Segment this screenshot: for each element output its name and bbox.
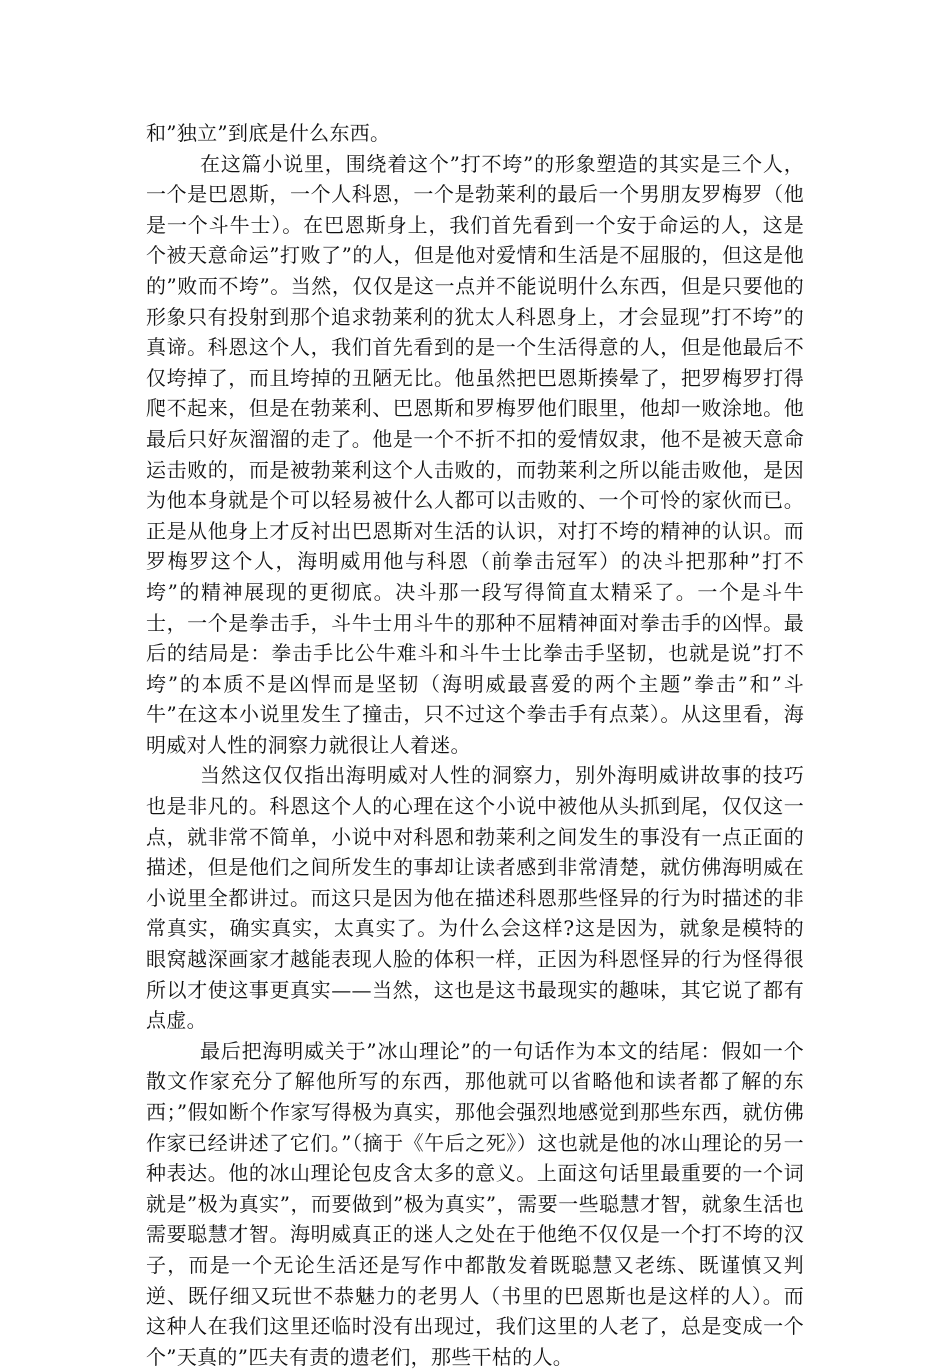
paragraph-storytelling-skill: 当然这仅仅指出海明威对人性的洞察力，别外海明威讲故事的技巧也是非凡的。科恩这个人的心理在这个小说中被他从头抓到尾，仅仅这一点，就非常不简单，小说中对科恩和勃莱利之间发生的事没有一点正面的描述，但是他们之间所发生的事却让读者感到非常清楚，就仿佛海明威在小说里全都讲过。而这只是因为他在描述科恩那些怪异的行为时描述的非常真实，确实真实，太真实了。为什么会这样?这是因为，就象是模特的眼窝越深画家才越能表现人脸的体积一样，正因为科恩怪异的行为怪得很所以才使这事更真实——当然，这也是这书最现实的趣味，其它说了都有点虚。 (146, 763, 804, 1033)
paragraph-iceberg-theory: 最后把海明威关于”冰山理论”的一句话作为本文的结尾：假如一个散文作家充分了解他所写的东西，那他就可以省略他和读者都了解的东西；”假如断个作家写得极为真实，那他会强烈地感觉到那些东西，就仿佛作家已经讲述了它们。”（摘于《午后之死》）这也就是他的冰山理论的另一种表达。他的冰山理论包皮含太多的意义。上面这句话里最重要的一个词就是”极为真实”，而要做到”极为真实”，需要一些聪慧才智，就象生活也需要聪慧才智。海明威真正的迷人之处在于他绝不仅仅是一个打不垮的汉子，而是一个无论生活还是写作中都散发着既聪慧又老练、既谨慎又判逆、既仔细又玩世不恭魅力的老男人（书里的巴恩斯也是这样的人）。而这种人在我们这里还临时没有出现过，我们这里的人老了，总是变成一个个”天真的”匹夫有责的遗老们，那些干枯的人。 (146, 1038, 804, 1369)
paragraph-continuation: 和”独立”到底是什么东西。 (146, 121, 391, 145)
document-page (146, 118, 804, 1372)
paragraph-three-characters: 在这篇小说里，围绕着这个”打不垮”的形象塑造的其实是三个人，一个是巴恩斯，一个人科恩，一个是勃莱利的最后一个男朋友罗梅罗（他是一个斗牛士）。在巴恩斯身上，我们首先看到一个安于命运的人，这是个被天意命运”打败了”的人，但是他对爱情和生活是不屈服的，但这是他的”败而不垮”。当然，仅仅是这一点并不能说明什么东西，但是只要他的形象只有投射到那个追求勃莱利的犹太人科恩身上，才会显现”打不垮”的真谛。科恩这个人，我们首先看到的是一个生活得意的人，但是他最后不仅垮掉了，而且垮掉的丑陋无比。他虽然把巴恩斯揍晕了，把罗梅罗打得爬不起来，但是在勃莱利、巴恩斯和罗梅罗他们眼里，他却一败涂地。他最后只好灰溜溜的走了。他是一个不折不扣的爱情奴隶，他不是被天意命运击败的，而是被勃莱利这个人击败的，而勃莱利之所以能击败他，是因为他本身就是个可以轻易被什么人都可以击败的、一个可怜的家伙而已。正是从他身上才反衬出巴恩斯对生活的认识，对打不垮的精神的认识。而罗梅罗这个人，海明威用他与科恩（前拳击冠军）的决斗把那种”打不垮”的精神展现的更彻底。决斗那一段写得简直太精采了。一个是斗牛士，一个是拳击手，斗牛士用斗牛的那种不屈精神面对拳击手的凶悍。最后的结局是：拳击手比公牛难斗和斗牛士比拳击手坚韧，也就是说”打不垮”的本质不是凶悍而是坚韧（海明威最喜爱的两个主题”拳击”和”斗牛”在这本小说里发生了撞击，只不过这个拳击手有点菜）。从这里看，海明威对人性的洞察力就很让人着迷。 (146, 151, 804, 757)
